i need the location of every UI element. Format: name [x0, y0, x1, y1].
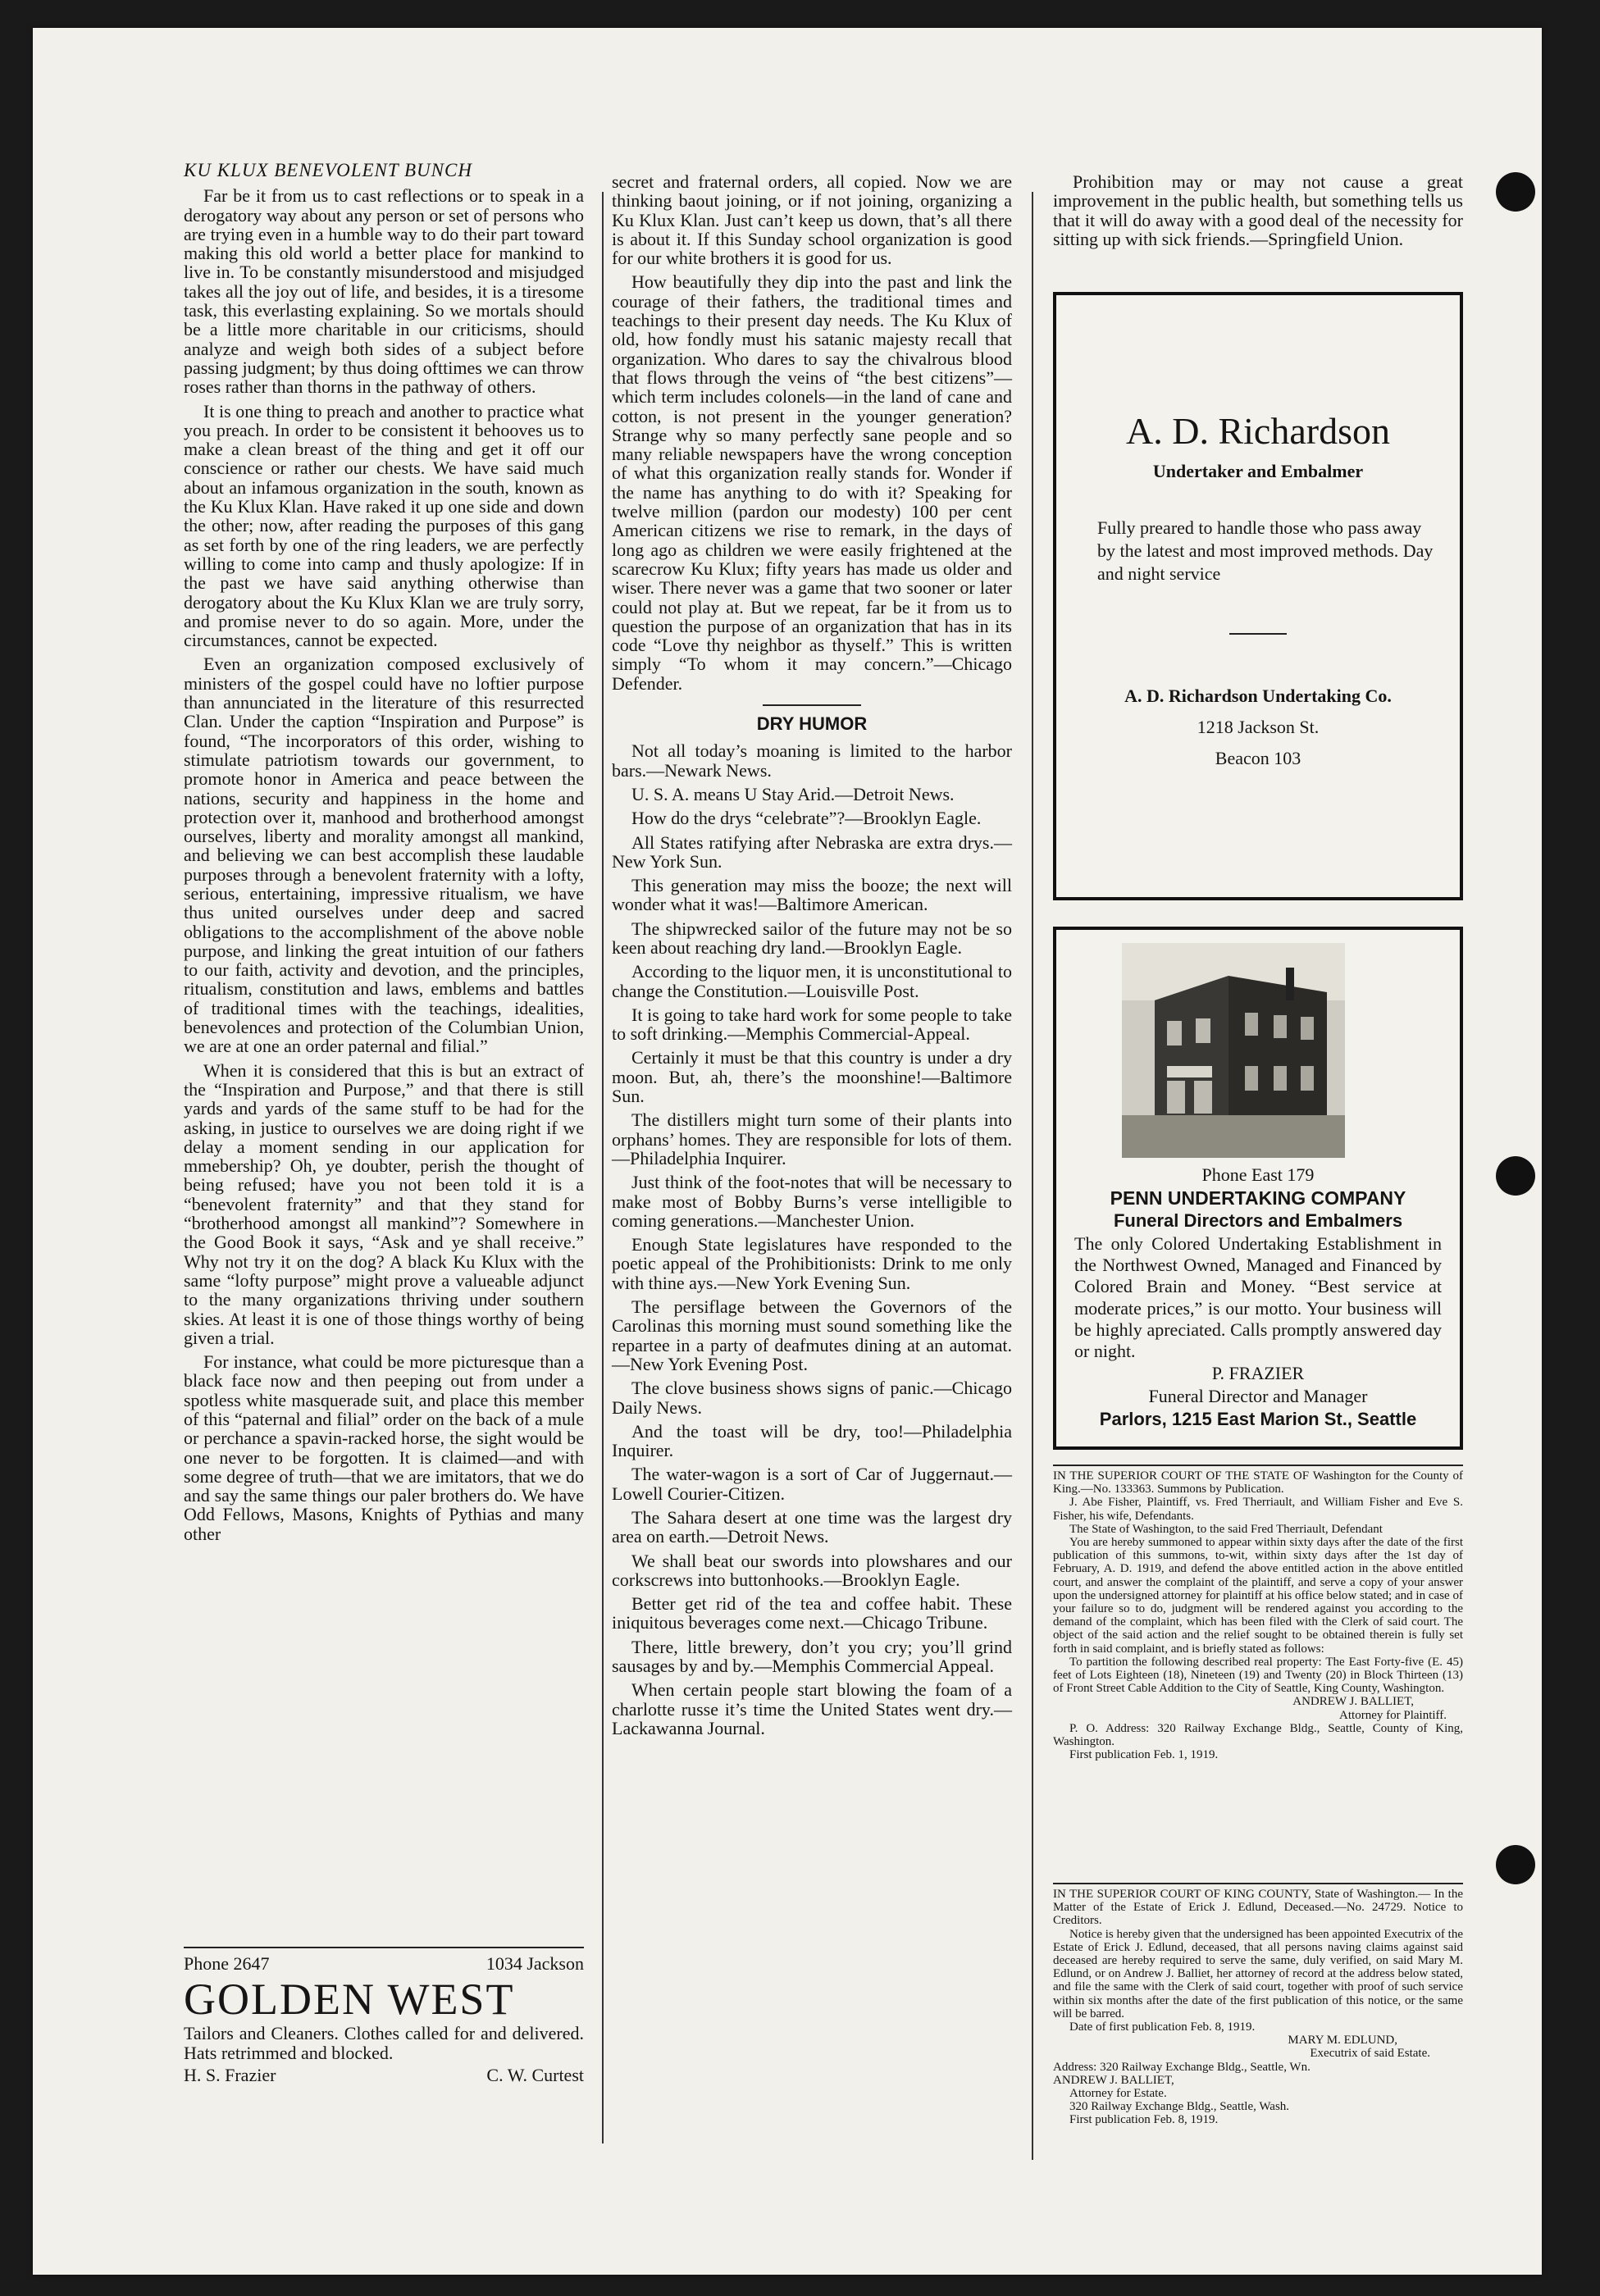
ad-business-name: GOLDEN WEST	[184, 1975, 515, 2024]
notice-address: P. O. Address: 320 Railway Exchange Bldg., Seattle, County of King, Washington.	[1053, 1721, 1463, 1749]
golden-west-ad	[184, 1947, 584, 2086]
ad-manager: P. FRAZIER	[1211, 1363, 1305, 1383]
legal-notice-creditors	[1053, 1883, 1463, 2127]
notice-attorney-address: 320 Railway Exchange Bldg., Seattle, Wash.	[1069, 2100, 1290, 2114]
humor-item: Better get rid of the tea and coffee habit. These iniquitous beverages come next.—Chicago Tribune.	[612, 1593, 1012, 1633]
article-paragraph: Far be it from us to cast reflections or to speak in a derogatory way about any person or set of persons who are trying even in a humble way to do their part toward making this old world a better place for mankind to live in. To be constantly misunderstood and misjudged takes all the joy out of life, and besides, it is a tiresome task, this everlasting explaining. So we mortals should be a little more charitable in our criticisms, should analyze and weigh both sides of a subject before passing judgment; by thus doing ofttimes we can throw roses rather than thorns in the pathway of others.	[184, 185, 584, 398]
ad-proprietor: C. W. Curtest	[486, 2065, 584, 2085]
humor-item: All States ratifying after Nebraska are extra drys.—New York Sun.	[612, 831, 1012, 872]
humor-item: Certainly it must be that this country is under a dry moon. But, ah, there’s the moonshine!—Baltimore Sun.	[612, 1047, 1012, 1107]
binding-hole	[1496, 172, 1535, 212]
humor-item: The persiflage between the Governors of the Carolinas this morning must sound something like the repartee in a party of deafmutes dining at an automat.—New York Evening Post.	[612, 1296, 1012, 1374]
humor-item: And the toast will be dry, too!—Philadelphia Inquirer.	[612, 1420, 1012, 1461]
binding-hole	[1496, 1845, 1535, 1884]
notice-parties: J. Abe Fisher, Plaintiff, vs. Fred Therriault, and William Fisher and Eve S. Fisher, his wife, Defendants.	[1053, 1496, 1463, 1523]
humor-item: Just think of the foot-notes that will be necessary to make most of Bobby Burns’s verse intelligible to coming generations.—Manchester Union.	[612, 1172, 1012, 1231]
humor-item: There, little brewery, don’t you cry; you’ll grind sausages by and by.—Memphis Commercial Appeal.	[612, 1636, 1012, 1677]
humor-item: The clove business shows signs of panic.—Chicago Daily News.	[612, 1378, 1012, 1418]
notice-text: To partition the following described real property: The East Forty-five (E. 45) feet of Lots Eighteen (18), Nineteen (19) and Twenty (20) in Block Thirteen (13) of Front Street Cable Addition to the City of Seattle, King County, Washington.	[1053, 1655, 1463, 1696]
notice-text: Notice is hereby given that the undersigned has been appointed Executrix of the Estate of Erick J. Edlund, deceased, that all persons naving claims against said deceased are hereby required to serve the same, duly verified, on said Mary M. Edlund, or on Andrew J. Balliet, her attorney of record at the address below stated, and file the same with the Clerk of said court, together with proof of such service within six months after the date of the first publication of this notice, or the same will be barred.	[1053, 1927, 1463, 2020]
ad-phone: Phone 2647	[184, 1953, 270, 1974]
section-divider	[763, 704, 861, 706]
humor-item: The water-wagon is a sort of Car of Juggernaut.—Lowell Courier-Citizen.	[612, 1464, 1012, 1504]
ad-phone: Beacon 103	[1215, 748, 1301, 768]
article-paragraph: Prohibition may or may not cause a great improvement in the public health, but something tells us that it will do away with a good deal of the necessity for sitting up with sick friends.—Springfield Union.	[1053, 171, 1463, 249]
humor-item: Enough State legislatures have responded to the poetic appeal of the Prohibitionists: Drink to me only with thine ays.—New York Evening Sun.	[612, 1234, 1012, 1293]
ad-address: 1218 Jackson St.	[1197, 717, 1320, 737]
prohibition-item	[1053, 172, 1463, 253]
article-paragraph: How beautifully they dip into the past and link the courage of their fathers, the traditional times and teachings to their present day needs. The Ku Klux of old, how fondly must his satanic majesty recall that organization. Who dares to say the chivalrous blood that flows through the veins of “the best citizens”—which term includes colonels—in the land of cane and cotton, is not present in the younger generation? Strange why so many perfectly sane people and so many reliable newspapers have the wrong conception of what this organization really stands for. Wonder if the name has anything to do with it? Speaking for twelve million (pardon our modesty) 100 per cent American citizens we rise to remark, in the days of long ago as children we were easily frightened at the scarecrow Ku Klux; fifty years has made us older and wiser. There never was a game that two sooner or later could not play at. But we repeat, far be it from us to question the purpose of an organization that has in its code “Love thy neighbor as thyself.” This is written simply “To whom it may concern.”—Chicago Defender.	[612, 271, 1012, 694]
column-2-article	[612, 172, 1012, 1742]
ad-subtitle: Undertaker and Embalmer	[1152, 461, 1364, 481]
ad-body: Tailors and Cleaners. Clothes called for and delivered. Hats retrimmed and blocked.	[184, 2023, 584, 2063]
humor-item: The shipwrecked sailor of the future may not be so keen about reaching dry land.—Brooklyn Eagle.	[612, 918, 1012, 958]
humor-item: How do the drys “celebrate”?—Brooklyn Eagle.	[631, 808, 982, 829]
dry-humor-heading: DRY HUMOR	[756, 713, 868, 735]
notice-attorney-title: Attorney for Estate.	[1069, 2087, 1167, 2101]
ad-business-name: A. D. Richardson	[1126, 410, 1390, 452]
column-1-article	[184, 161, 584, 1548]
newspaper-page	[33, 28, 1542, 2275]
article-paragraph: For instance, what could be more picturesque than a black face now and then peeping out from under a spotless white masquerade suit, and place this member of this “paternal and filial” order on the back of a mule or perchance a spavin-racked horse, the sight would be one never to be forgotten. It is claimed—and with some degree of truth—that we are imitators, that we do and say the same things our paler brothers do. We have Odd Fellows, Masons, Knights of Pythias and many other	[184, 1351, 584, 1544]
notice-publication: First publication Feb. 8, 1919.	[1069, 2113, 1219, 2127]
article-heading: KU KLUX BENEVOLENT BUNCH	[184, 160, 472, 180]
notice-signer: ANDREW J. BALLIET,	[1292, 1695, 1414, 1709]
ad-manager-title: Funeral Director and Manager	[1148, 1386, 1368, 1406]
dry-humor-list	[612, 741, 1012, 1738]
humor-item: This generation may miss the booze; the next will wonder what it was!—Baltimore American.	[612, 875, 1012, 915]
ad-subtitle: Funeral Directors and Embalmers	[1113, 1210, 1403, 1231]
humor-item: U. S. A. means U Stay Arid.—Detroit News.	[631, 783, 955, 804]
humor-item: We shall beat our swords into plowshares and our corkscrews into buttonhooks.—Brooklyn Eagle.	[612, 1550, 1012, 1590]
ad-body: The only Colored Undertaking Establishment in the Northwest Owned, Managed and Financed by Colored Brain and Money. “Best service at moderate prices,” is our motto. Your business will be highly apreciated. Calls promptly answered day or night.	[1074, 1233, 1442, 1362]
penn-undertaking-ad	[1053, 927, 1463, 1450]
notice-text: You are hereby summoned to appear within sixty days after the date of the first publication of this summons, to-wit, within sixty days after the 1st day of February, A. D. 1919, and defend the above entitled action in the above entitled court, and answer the complaint of the plaintiff, and serve a copy of your answer upon the undersigned attorney for plaintiff at his office below stated; and in case of your failure so to do, judgment will be rendered against you according to the demand of the complaint, which has been filed with the Clerk of said court. The object of the said action and the relief sought to be obtained therein is fully set forth in said complaint, and is briefly stated as follows:	[1053, 1536, 1463, 1656]
ad-parlors: Parlors, 1215 East Marion St., Seattle	[1099, 1409, 1417, 1429]
ad-phone: Phone East 179	[1201, 1164, 1315, 1185]
ad-business-name: PENN UNDERTAKING COMPANY	[1110, 1187, 1406, 1209]
humor-item: The Sahara desert at one time was the largest dry area on earth.—Detroit News.	[612, 1507, 1012, 1547]
column-divider	[1032, 192, 1033, 2160]
ad-company: A. D. Richardson Undertaking Co.	[1124, 686, 1392, 706]
ad-body: Fully preared to handle those who pass away by the latest and most improved methods. Day and night service	[1097, 517, 1434, 584]
legal-notice-summons	[1053, 1465, 1463, 1761]
notice-text: The State of Washington, to the said Fred Therriault, Defendant	[1069, 1522, 1383, 1536]
humor-item: Not all today’s moaning is limited to the harbor bars.—Newark News.	[612, 740, 1012, 781]
notice-attorney: ANDREW J. BALLIET,	[1053, 2073, 1174, 2087]
notice-signer: MARY M. EDLUND,	[1288, 2034, 1397, 2048]
article-paragraph: When it is considered that this is but an extract of the “Inspiration and Purpose,” and that there is still yards and yards of the same stuff to be had for the asking, in justice to ourselves we are doing right if we delay a moment sending in our application for mmebership? Oh, ye doubter, perish the thought of being refused; have you not been told it is a “benevolent fraternity” and that they stand for “brotherhood amongst all mankind”? Somewhere in the Good Book it says, “Ask and ye shall receive.” Why not try it on the dog? A black Ku Klux with the same “lofty purpose” might prove a valueable adjunct to the many organizations thriving under southern skies. At least it is one of those things worthy of being given a trial.	[184, 1059, 584, 1348]
notice-signer-title: Executrix of said Estate.	[1310, 2047, 1430, 2061]
notice-heading: IN THE SUPERIOR COURT OF KING COUNTY, State of Washington.— In the Matter of the Estate of Erick J. Edlund, Deceased.—No. 24729. Notice to Creditors.	[1053, 1888, 1463, 1928]
ad-address: 1034 Jackson	[485, 1953, 584, 1974]
article-paragraph: Even an organization composed exclusively of ministers of the gospel could have no loftier purpose than annunciated in the literature of this resurrected Clan. Under the caption “Inspiration and Purpose” is found, “The incorporators of this order, wishing to stimulate patriotism towards our government, to promote honor in America and peace between the nations, security and happiness in the home and protection over it, manhood and brotherhood amongst ourselves, liberty and morality amongst all mankind, and believing we can best accomplish these laudable purposes through a benevolent fraternity with a lofty, serious, entertaining, impressive ritualism, we have thus united ourselves under deep and sacred obligations to the accomplishment of the above noble purpose, and linking the great intuition of our fathers to our faith, activity and devotion, and the principles, ritualism, constitution and laws, emblems and battles of traditional times with the teachings, idealities, benevolences and protection of the Columbian Union, we are at one an order paternal and filial.”	[184, 654, 584, 1057]
humor-item: It is going to take hard work for some people to take to soft drinking.—Memphis Commercial-Appeal.	[612, 1004, 1012, 1045]
notice-address: Address: 320 Railway Exchange Bldg., Seattle, Wn.	[1053, 2060, 1311, 2074]
binding-hole	[1496, 1156, 1535, 1196]
notice-publication: First publication Feb. 1, 1919.	[1069, 1748, 1219, 1762]
article-paragraph: It is one thing to preach and another to practice what you preach. In order to be consistent it behooves us to make a clean breast of the thing and get it off our conscience or rather our chests. We have said much about an infamous organization in the south, known as the Ku Klux Klan. Have raked it up one side and down the other; now, after reading the purposes of this gang as set forth by one of the ring leaders, we are perfectly willing to come into camp and thusly apologize: If in the past we have said anything otherwise than derogatory about the Ku Klux Klan we are truly sorry, and promise never to do so again. More, under the circumstances, cannot be expected.	[184, 400, 584, 651]
notice-date: Date of first publication Feb. 8, 1919.	[1069, 2020, 1256, 2034]
humor-item: The distillers might turn some of their plants into orphans’ homes. They are responsible for lots of them.—Philadelphia Inquirer.	[612, 1109, 1012, 1168]
article-paragraph: secret and fraternal orders, all copied. Now we are thinking baout joining, or if not joining, organizing a Ku Klux Klan. Just can’t keep us down, that’s all there is about it. If this Sunday school organization is good for our white brothers it is good for us.	[612, 171, 1012, 269]
notice-heading: IN THE SUPERIOR COURT OF THE STATE OF Washington for the County of King.—No. 133363. Summons by Publication.	[1053, 1469, 1463, 1496]
column-divider	[602, 192, 604, 2143]
ad-divider	[1229, 633, 1287, 635]
humor-item: When certain people start blowing the foam of a charlotte russe it’s time the United States went dry.—Lackawanna Journal.	[612, 1679, 1012, 1738]
humor-item: According to the liquor men, it is unconstitutional to change the Constitution.—Louisville Post.	[612, 961, 1012, 1001]
notice-signer-title: Attorney for Plaintiff.	[1339, 1708, 1447, 1722]
richardson-undertaker-ad	[1053, 292, 1463, 900]
funeral-home-photo	[1122, 943, 1345, 1158]
ad-proprietor: H. S. Frazier	[184, 2065, 276, 2085]
